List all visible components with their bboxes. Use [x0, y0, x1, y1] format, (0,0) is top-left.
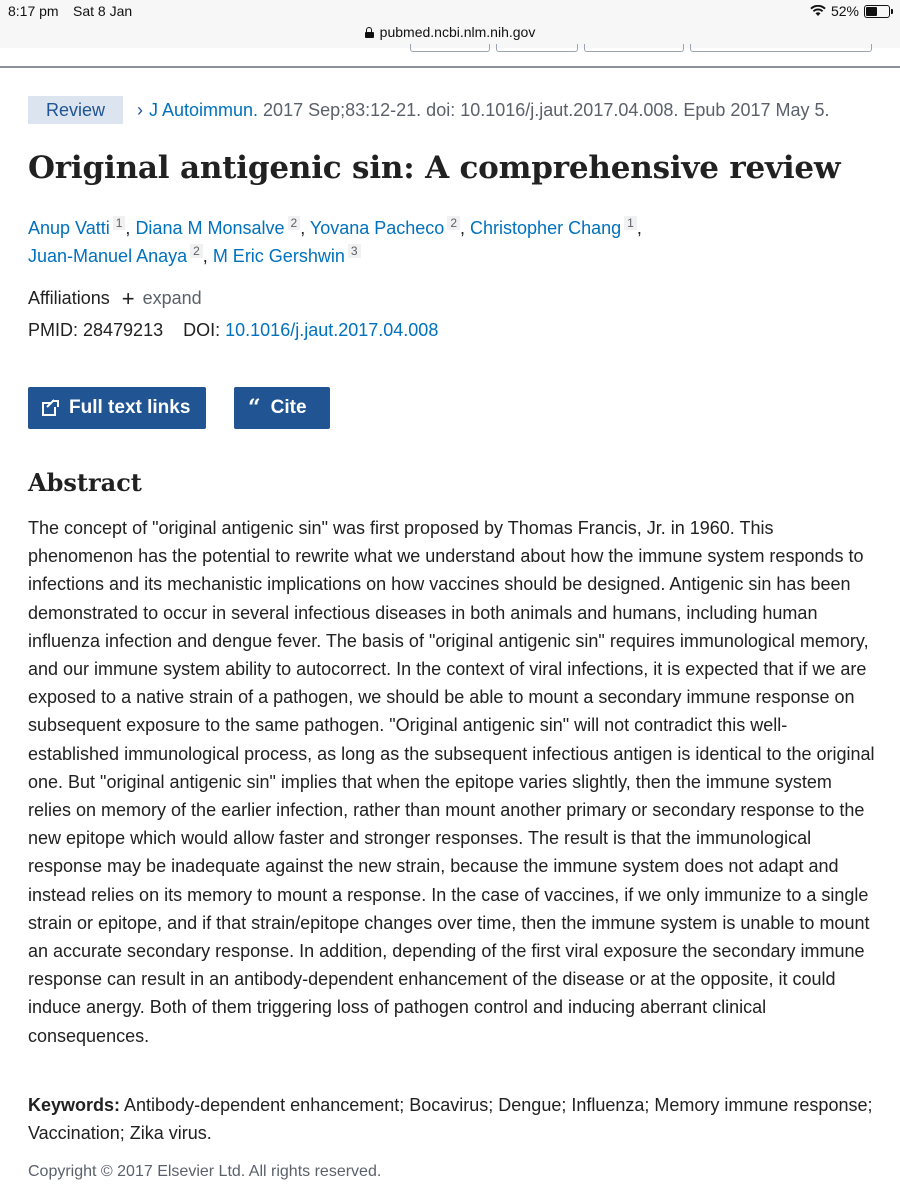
page-toolbar-partial — [0, 44, 900, 54]
chevron-right-icon[interactable]: › — [137, 99, 143, 120]
doi-label: DOI: — [183, 320, 221, 340]
wifi-icon — [810, 5, 826, 17]
keywords — [28, 1091, 878, 1147]
author-link[interactable]: Juan-Manuel Anaya — [28, 246, 188, 266]
article-type-badge: Review — [28, 96, 123, 124]
quote-icon: “ — [248, 395, 261, 421]
battery-percent: 52% — [830, 3, 859, 19]
full-text-links-button[interactable] — [28, 387, 206, 429]
affiliations-toggle[interactable] — [28, 285, 202, 311]
author-list: Anup Vatti 1 , Diana M Monsalve 2 , Yovana Pacheco 2 , Christopher Chang 1 , Juan-Manuel Anaya 2 , M Eric Gershwin 3 — [28, 216, 642, 266]
status-right — [810, 3, 890, 19]
status-date: Sat 8 Jan — [73, 3, 133, 19]
expand-label[interactable]: expand — [142, 288, 202, 308]
author-link[interactable]: Yovana Pacheco — [309, 218, 445, 238]
affiliation-ref[interactable]: 2 — [288, 216, 301, 230]
article-identifiers — [28, 320, 438, 341]
abstract-heading: Abstract — [28, 468, 142, 497]
pmid: PMID: 28479213 — [28, 320, 164, 340]
cite-button[interactable] — [234, 387, 330, 429]
url-display[interactable] — [0, 24, 900, 40]
abstract-text: The concept of "original antigenic sin" was first proposed by Thomas Francis, Jr. in 1960. This phenomenon has the potential to rewrite what we understand about how the immune system responds to infections and its mechanistic implications on how vaccines should be designed. Antigenic sin has been demonstrated to occur in several infectious diseases in both animals and humans, including human influenza infection and dengue fever. The basis of "original antigenic sin" requires immunological memory, and our immune system ability to autocorrect. In the context of viral infections, it is expected that if we are exposed to a native strain of a pathogen, we should be able to mount a secondary immune response on subsequent exposure to the same pathogen. "Original antigenic sin" will not contradict this well-established immunological process, as long as the subsequent infectious antigen is identical to the original one. But "original antigenic sin" implies that when the epitope varies slightly, then the immune system relies on memory of the earlier infection, rather than mount another primary or secondary response to the new epitope which would allow faster and stronger responses. The result is that the immunological response may be inadequate against the new strain, because the immune system does not adapt and instead relies on its memory to mount a response. In the case of vaccines, if we only immunize to a single strain or epitope, and if that strain/epitope changes over time, then the immune system is unable to mount an accurate secondary response. In addition, depending of the first viral exposure the secondary immune response can result in an antibody-dependent enhancement of the disease or at the opposite, it could induce anergy. Both of them triggering loss of pathogen control and inducing aberrant clinical consequences. — [28, 518, 875, 1046]
article-title: Original antigenic sin: A comprehensive review — [28, 150, 841, 186]
author-link[interactable]: Anup Vatti — [28, 218, 110, 238]
copyright-notice: Copyright © 2017 Elsevier Ltd. All rights reserved. — [28, 1163, 382, 1180]
toolbar-button-partial[interactable] — [690, 44, 872, 52]
affiliations-label: Affiliations — [28, 288, 110, 308]
toolbar-button-partial[interactable] — [584, 44, 684, 52]
affiliation-ref[interactable]: 2 — [447, 216, 460, 230]
citation-row — [28, 96, 830, 124]
toolbar-button-partial[interactable] — [410, 44, 490, 52]
journal-link[interactable]: J Autoimmun. — [149, 99, 259, 120]
author-link[interactable]: Diana M Monsalve — [135, 218, 285, 238]
battery-icon — [864, 5, 890, 18]
affiliation-ref[interactable]: 3 — [348, 244, 361, 258]
battery-fill — [866, 7, 877, 16]
affiliation-ref[interactable]: 1 — [624, 216, 637, 230]
plus-icon: + — [121, 285, 135, 311]
external-link-icon — [42, 400, 58, 416]
author-link[interactable]: Christopher Chang — [470, 218, 622, 238]
lock-icon — [365, 27, 374, 38]
doi-link[interactable]: 10.1016/j.jaut.2017.04.008 — [225, 320, 439, 340]
url-text: pubmed.ncbi.nlm.nih.gov — [379, 24, 536, 40]
full-text-links-label: Full text links — [69, 397, 191, 418]
citation-line — [137, 100, 830, 121]
affiliation-ref[interactable]: 1 — [113, 216, 126, 230]
affiliation-ref[interactable]: 2 — [190, 244, 203, 258]
cite-label: Cite — [270, 397, 307, 418]
citation-details: 2017 Sep;83:12-21. doi: 10.1016/j.jaut.2017.04.008. Epub 2017 May 5. — [258, 99, 830, 120]
status-bar — [0, 0, 900, 24]
header-divider — [0, 66, 900, 68]
toolbar-button-partial[interactable] — [496, 44, 578, 52]
keywords-list: Antibody-dependent enhancement; Bocavirus; Dengue; Influenza; Memory immune response; Vaccination; Zika virus. — [28, 1095, 873, 1143]
author-link[interactable]: M Eric Gershwin — [212, 246, 345, 266]
keywords-label: Keywords: — [28, 1095, 121, 1115]
status-time: 8:17 pm — [8, 3, 59, 19]
